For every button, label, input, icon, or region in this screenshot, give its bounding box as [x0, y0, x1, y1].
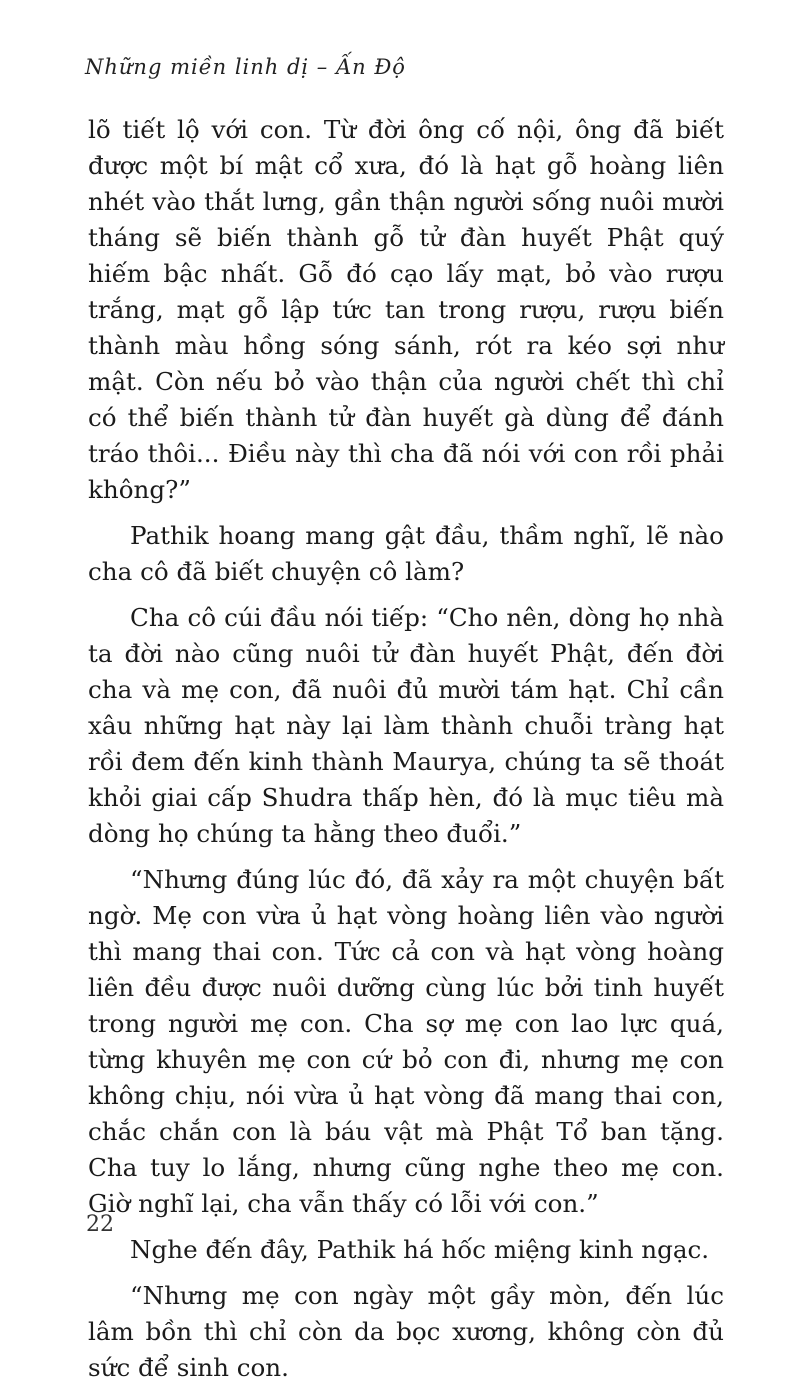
- page-number: 22: [86, 1212, 114, 1237]
- paragraph: Cha cô cúi đầu nói tiếp: “Cho nên, dòng họ nhà ta đời nào cũng nuôi tử đàn huyết Phật, đến đời cha và mẹ con, đã nuôi đủ mười tám hạt. Chỉ cần xâu những hạt này lại làm thành chuỗi tràng hạt rồi đem đến kinh thành Maurya, chúng ta sẽ thoát khỏi giai cấp Shudra thấp hèn, đó là mục tiêu mà dòng họ chúng ta hằng theo đuổi.”: [88, 603, 724, 848]
- body-text: [88, 112, 724, 1396]
- paragraph: “Nhưng mẹ con ngày một gầy mòn, đến lúc lâm bồn thì chỉ còn da bọc xương, không còn đủ sức để sinh con.: [88, 1281, 724, 1382]
- paragraph: Nghe đến đây, Pathik há hốc miệng kinh ngạc.: [130, 1235, 710, 1264]
- paragraph: “Nhưng đúng lúc đó, đã xảy ra một chuyện bất ngờ. Mẹ con vừa ủ hạt vòng hoàng liên vào người thì mang thai con. Tức cả con và hạt vòng hoàng liên đều được nuôi dưỡng cùng lúc bởi tinh huyết trong người mẹ con. Cha sợ mẹ con lao lực quá, từng khuyên mẹ con cứ bỏ con đi, nhưng mẹ con không chịu, nói vừa ủ hạt vòng đã mang thai con, chắc chắn con là báu vật mà Phật Tổ ban tặng. Cha tuy lo lắng, nhưng cũng nghe theo mẹ con. Giờ nghĩ lại, cha vẫn thấy có lỗi với con.”: [88, 865, 724, 1218]
- paragraph: lõ tiết lộ với con. Từ đời ông cố nội, ông đã biết được một bí mật cổ xưa, đó là hạt gỗ hoàng liên nhét vào thắt lưng, gần thận người sống nuôi mười tháng sẽ biến thành gỗ tử đàn huyết Phật quý hiếm bậc nhất. Gỗ đó cạo lấy mạt, bỏ vào rượu trắng, mạt gỗ lập tức tan trong rượu, rượu biến thành màu hồng sóng sánh, rót ra kéo sợi như mật. Còn nếu bỏ vào thận của người chết thì chỉ có thể biến thành tử đàn huyết gà dùng để đánh tráo thôi... Điều này thì cha đã nói với con rồi phải không?”: [88, 115, 724, 504]
- paragraph: Pathik hoang mang gật đầu, thầm nghĩ, lẽ nào cha cô đã biết chuyện cô làm?: [88, 521, 724, 586]
- running-header: Những miền linh dị – Ấn Độ: [85, 55, 406, 79]
